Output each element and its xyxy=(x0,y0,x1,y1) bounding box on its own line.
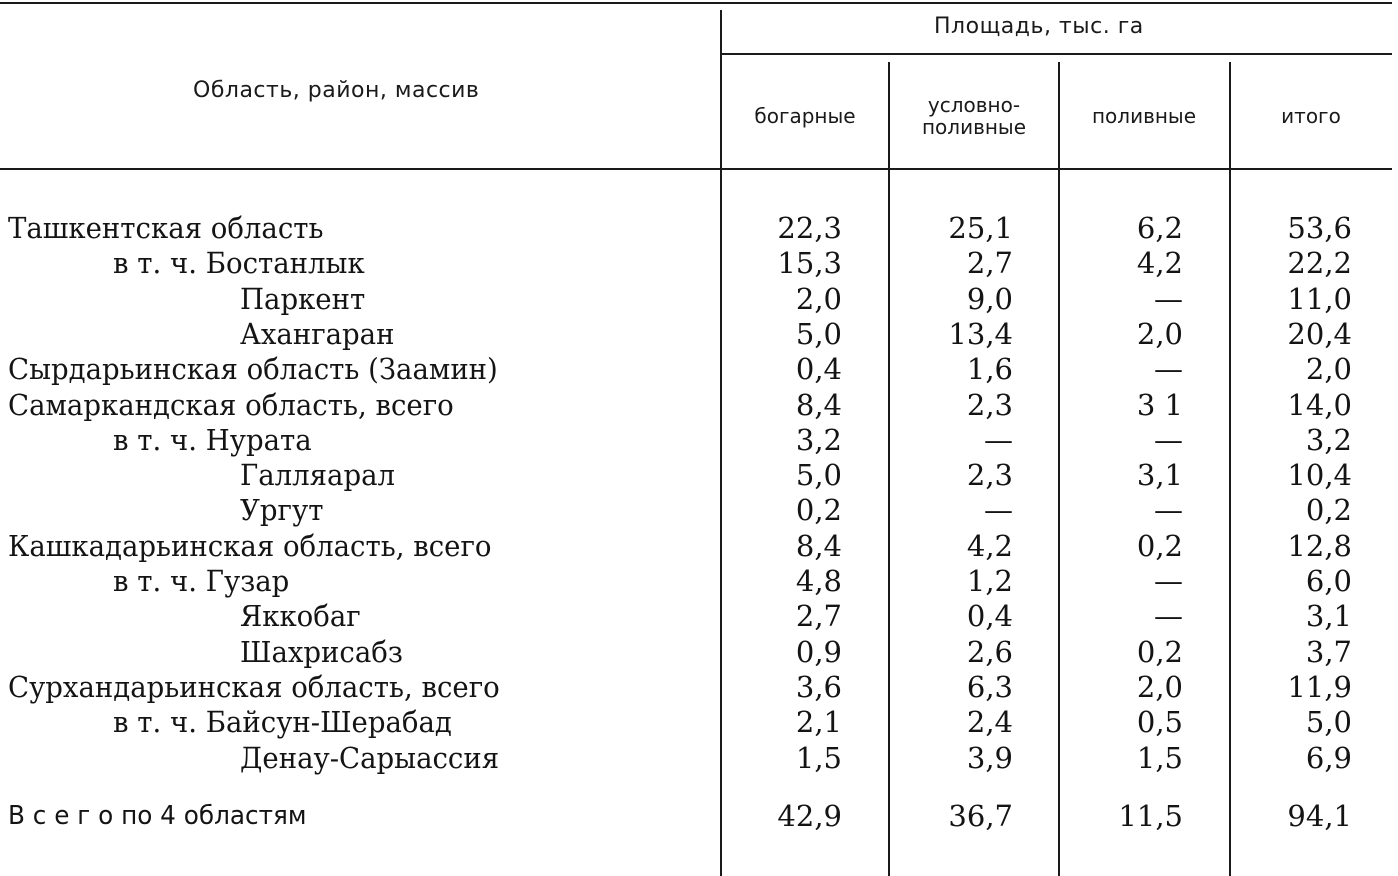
area-group-header: Площадь, тыс. га xyxy=(934,14,1144,39)
cell-itogo: 3,1 xyxy=(1305,599,1352,633)
total-itogo: 94,1 xyxy=(1287,799,1352,833)
col-header-bogarnye: богарные xyxy=(754,104,856,128)
cell-uslovno-polivnye: 0,4 xyxy=(966,599,1013,633)
cell-polivnye: — xyxy=(1154,599,1183,633)
cell-itogo: 6,9 xyxy=(1305,741,1352,775)
row-label: Сурхандарьинская область, всего xyxy=(8,670,500,704)
cell-bogarnye: 15,3 xyxy=(777,246,842,280)
cell-uslovno-polivnye: 2,3 xyxy=(966,458,1013,492)
cell-itogo: 6,0 xyxy=(1305,564,1352,598)
cell-polivnye: — xyxy=(1154,423,1183,457)
row-label: Кашкадарьинская область, всего xyxy=(8,529,492,563)
area-group-rule xyxy=(722,53,1392,55)
total-bogarnye: 42,9 xyxy=(777,799,842,833)
cell-bogarnye: 22,3 xyxy=(777,211,842,245)
cell-uslovno-polivnye: 2,4 xyxy=(966,705,1013,739)
vrule-3 xyxy=(1229,62,1231,876)
cell-polivnye: — xyxy=(1154,564,1183,598)
cell-uslovno-polivnye: 1,6 xyxy=(966,352,1013,386)
cell-uslovno-polivnye: 2,3 xyxy=(966,388,1013,422)
cell-uslovno-polivnye: 9,0 xyxy=(966,282,1013,316)
cell-itogo: 5,0 xyxy=(1305,705,1352,739)
cell-itogo: 3,2 xyxy=(1305,423,1352,457)
cell-polivnye: 0,2 xyxy=(1136,529,1183,563)
cell-bogarnye: 0,9 xyxy=(795,635,842,669)
cell-bogarnye: 5,0 xyxy=(795,317,842,351)
row-label: Сырдарьинская область (Заамин) xyxy=(8,352,498,386)
cell-itogo: 2,0 xyxy=(1305,352,1352,386)
cell-bogarnye: 3,2 xyxy=(795,423,842,457)
total-uslovno-polivnye: 36,7 xyxy=(948,799,1013,833)
cell-uslovno-polivnye: 4,2 xyxy=(966,529,1013,563)
row-label: Ургут xyxy=(240,493,324,527)
row-label: Самаркандская область, всего xyxy=(8,388,454,422)
cell-polivnye: 6,2 xyxy=(1136,211,1183,245)
cell-bogarnye: 8,4 xyxy=(795,388,842,422)
region-column-header: Область, район, массив xyxy=(193,78,480,103)
row-label: в т. ч. Бостанлык xyxy=(113,246,365,280)
cell-uslovno-polivnye: — xyxy=(984,493,1013,527)
row-label: Галляарал xyxy=(240,458,396,492)
cell-uslovno-polivnye: 6,3 xyxy=(966,670,1013,704)
cell-bogarnye: 0,2 xyxy=(795,493,842,527)
cell-itogo: 53,6 xyxy=(1287,211,1352,245)
col-header-uslovno-polivnye: условно- поливные xyxy=(921,93,1027,139)
vrule-2 xyxy=(1058,62,1060,876)
cell-bogarnye: 0,4 xyxy=(795,352,842,386)
cell-uslovno-polivnye: 13,4 xyxy=(948,317,1013,351)
col-header-polivnye: поливные xyxy=(1091,104,1197,128)
row-label: Шахрисабз xyxy=(240,635,403,669)
cell-bogarnye: 5,0 xyxy=(795,458,842,492)
row-label: Денау-Сарыассия xyxy=(240,741,500,775)
top-rule xyxy=(0,2,1392,4)
cell-itogo: 20,4 xyxy=(1287,317,1352,351)
vrule-1 xyxy=(888,62,890,876)
row-label: в т. ч. Гузар xyxy=(113,564,290,598)
row-label: в т. ч. Нурата xyxy=(113,423,312,457)
cell-polivnye: — xyxy=(1154,282,1183,316)
total-polivnye: 11,5 xyxy=(1118,799,1183,833)
cell-bogarnye: 3,6 xyxy=(795,670,842,704)
cell-polivnye: 3 1 xyxy=(1136,388,1183,422)
cell-uslovno-polivnye: 1,2 xyxy=(966,564,1013,598)
cell-polivnye: 2,0 xyxy=(1136,317,1183,351)
cell-itogo: 10,4 xyxy=(1287,458,1352,492)
cell-bogarnye: 1,5 xyxy=(795,741,842,775)
cell-itogo: 14,0 xyxy=(1287,388,1352,422)
cell-polivnye: 1,5 xyxy=(1136,741,1183,775)
cell-uslovno-polivnye: 2,6 xyxy=(966,635,1013,669)
col-header-itogo: итого xyxy=(1281,104,1341,128)
cell-itogo: 12,8 xyxy=(1287,529,1352,563)
cell-polivnye: 0,5 xyxy=(1136,705,1183,739)
cell-bogarnye: 8,4 xyxy=(795,529,842,563)
total-row-label: В с е г о по 4 областям xyxy=(8,801,307,831)
cell-polivnye: 4,2 xyxy=(1136,246,1183,280)
cell-uslovno-polivnye: — xyxy=(984,423,1013,457)
cell-polivnye: 0,2 xyxy=(1136,635,1183,669)
cell-polivnye: — xyxy=(1154,493,1183,527)
cell-itogo: 22,2 xyxy=(1287,246,1352,280)
row-label: Ахангаран xyxy=(240,317,395,351)
cell-bogarnye: 2,7 xyxy=(795,599,842,633)
row-label: в т. ч. Байсун-Шерабад xyxy=(113,705,452,739)
header-bottom-rule xyxy=(0,168,1392,170)
cell-bogarnye: 4,8 xyxy=(795,564,842,598)
cell-bogarnye: 2,1 xyxy=(795,705,842,739)
row-label: Яккобаг xyxy=(240,599,361,633)
cell-uslovno-polivnye: 25,1 xyxy=(948,211,1013,245)
cell-uslovno-polivnye: 2,7 xyxy=(966,246,1013,280)
cell-itogo: 11,0 xyxy=(1287,282,1352,316)
cell-itogo: 3,7 xyxy=(1305,635,1352,669)
cell-polivnye: 2,0 xyxy=(1136,670,1183,704)
row-label: Ташкентская область xyxy=(8,211,324,245)
cell-uslovno-polivnye: 3,9 xyxy=(966,741,1013,775)
cell-polivnye: 3,1 xyxy=(1136,458,1183,492)
row-label: Паркент xyxy=(240,282,366,316)
cell-itogo: 0,2 xyxy=(1305,493,1352,527)
cell-polivnye: — xyxy=(1154,352,1183,386)
cell-bogarnye: 2,0 xyxy=(795,282,842,316)
cell-itogo: 11,9 xyxy=(1287,670,1352,704)
